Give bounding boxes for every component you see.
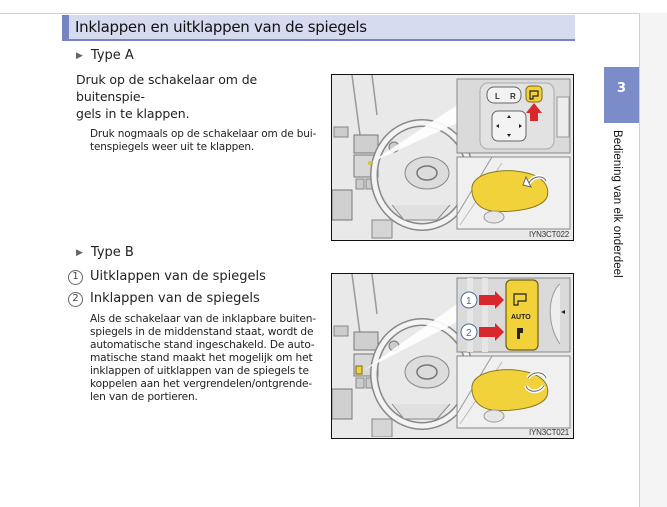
type-a-label: Type A — [90, 48, 134, 63]
list-item — [62, 266, 324, 288]
circled-number-1-icon: 1 — [68, 270, 83, 285]
dashboard-illustration-a — [332, 75, 572, 239]
figure-code: IYN3CT021 — [529, 428, 569, 437]
section-header — [62, 15, 575, 41]
chapter-number: 3 — [616, 80, 627, 96]
auto-label: AUTO — [511, 314, 531, 321]
note-line: koppelen aan het vergrendelen/ontgrende- — [90, 378, 313, 390]
figure-type-a — [331, 74, 574, 241]
type-a-note — [76, 128, 326, 154]
instruction-line: gels in te klappen. — [76, 106, 190, 121]
type-b-note — [62, 313, 324, 404]
type-a-heading — [76, 48, 326, 64]
callout-2: 2 — [466, 328, 472, 339]
figure-type-b — [331, 273, 574, 439]
l-button-label: L — [495, 92, 500, 101]
instruction-line: Druk op de schakelaar om de buitenspie- — [76, 72, 258, 104]
callout-1: 1 — [466, 296, 472, 307]
note-line: inklappen of uitklappen van de spiegels te — [90, 365, 309, 377]
list-item-label: Inklappen van de spiegels — [90, 291, 260, 306]
chapter-tab[interactable] — [604, 67, 639, 123]
list-item — [62, 288, 324, 310]
note-line: tenspiegels weer uit te klappen. — [90, 141, 255, 153]
right-margin — [639, 13, 667, 507]
header-accent-bar — [62, 15, 69, 39]
note-line: len van de portieren. — [90, 391, 198, 403]
triangle-bullet-icon: ▶ — [76, 51, 83, 61]
type-b-label: Type B — [90, 245, 134, 260]
note-line: automatische stand ingeschakeld. De auto- — [90, 339, 315, 351]
type-b-block — [62, 245, 324, 404]
note-line: matische stand maakt het mogelijk om het — [90, 352, 313, 364]
type-b-heading — [76, 245, 324, 261]
type-a-instruction — [76, 71, 326, 122]
note-line: spiegels in de middenstand staat, wordt de — [90, 326, 314, 338]
section-title: Inklappen en uitklappen van de spiegels — [75, 18, 367, 36]
dashboard-illustration-b — [332, 274, 572, 437]
triangle-bullet-icon: ▶ — [76, 248, 83, 258]
type-a-block — [76, 48, 326, 154]
type-b-list — [62, 266, 324, 310]
note-line: Als de schakelaar van de inklapbare buiten- — [90, 313, 316, 325]
list-item-label: Uitklappen van de spiegels — [90, 269, 266, 284]
r-button-label: R — [510, 92, 516, 101]
note-line: Druk nogmaals op de schakelaar om de bui- — [90, 128, 317, 140]
chapter-label: Bediening van elk onderdeel — [611, 130, 623, 278]
circled-number-2-icon: 2 — [68, 292, 83, 307]
top-rule — [0, 13, 639, 14]
figure-code: IYN3CT022 — [529, 230, 569, 239]
